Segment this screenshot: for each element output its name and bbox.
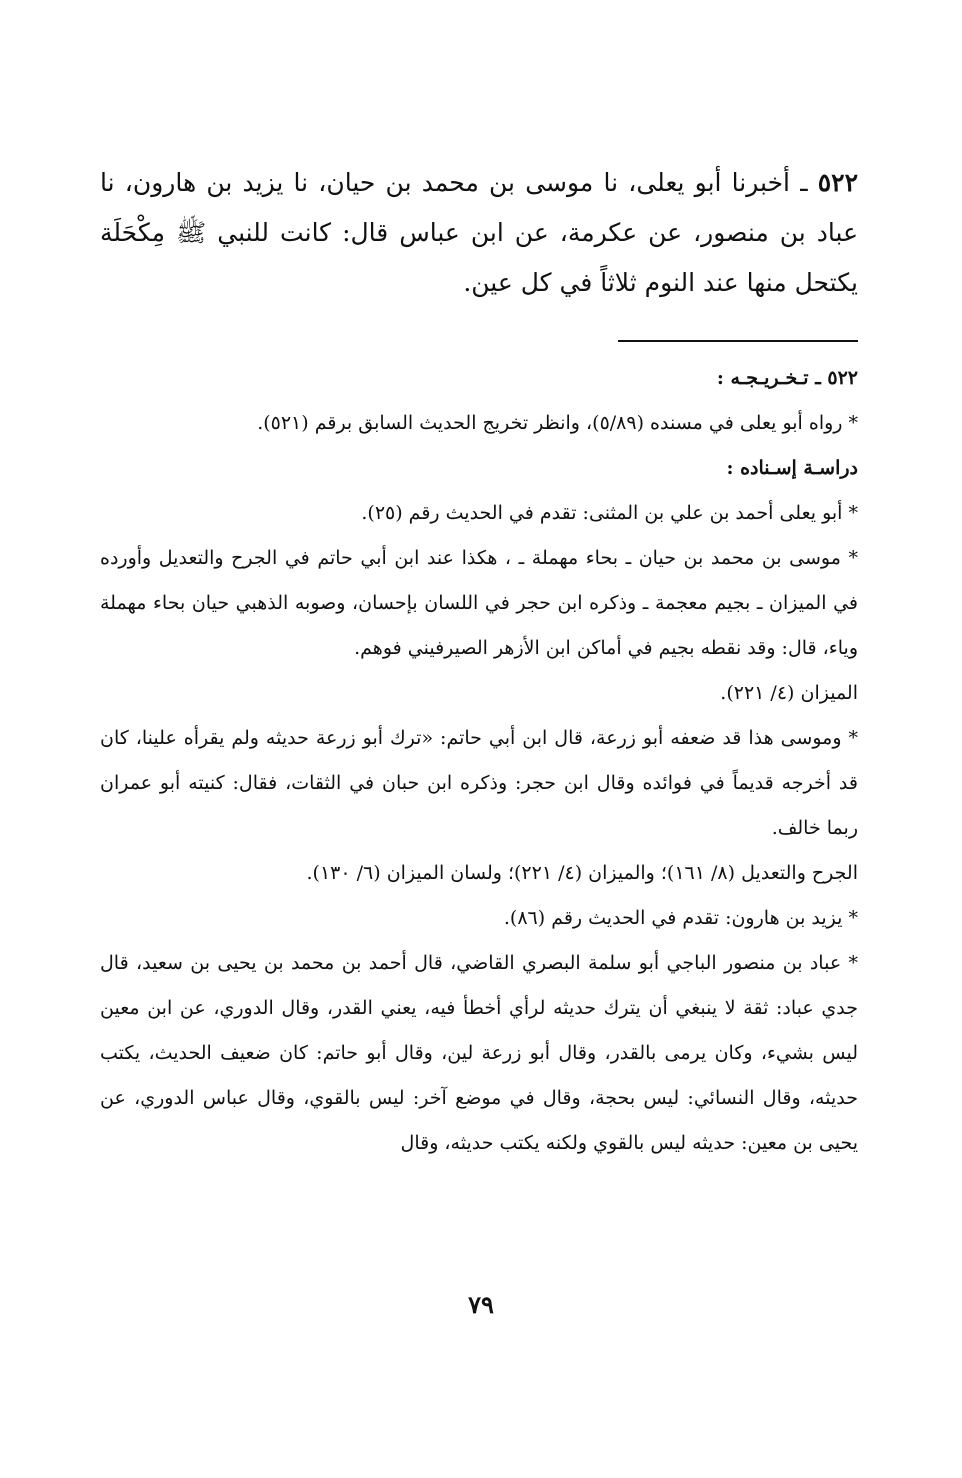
hadith-text-block (100, 158, 858, 308)
hadith-dash: ـ (800, 168, 808, 197)
references-list: الجرح والتعديل (٨/ ١٦١)؛ والميزان (٤/ ٢٢١)؛ ولسان الميزان (٦/ ١٣٠). (306, 862, 858, 884)
hadith-number: ٥٢٢ (817, 168, 859, 197)
reference-mizan: الميزان (٤/ ٢٢١). (720, 682, 858, 704)
narrator-musa-weakness: * وموسى هذا قد ضعفه أبو زرعة، قال ابن أبي حاتم: «ترك أبو زرعة حديثه ولم يقرأه علينا، كان قد أخرجه قديماً في فوائده وقال ابن حجر: وذكره ابن حبان في الثقات، فقال: كنيته أبو عمران ربما خالف. (100, 727, 858, 839)
page-number: ٧٩ (468, 1290, 494, 1319)
footnote-divider (618, 340, 858, 342)
takhrij-paragraph: * رواه أبو يعلى في مسنده (٥/٨٩)، وانظر تخريج الحديث السابق برقم (٥٢١). (257, 412, 858, 434)
takhrij-heading: ٥٢٢ ـ تـخـريـجـه : (716, 367, 858, 389)
narrator-abbad: * عباد بن منصور الباجي أبو سلمة البصري القاضي، قال أحمد بن محمد بن يحيى بن سعيد، قال جدي عباد: ثقة لا ينبغي أن يترك حديثه لرأي أخطأ فيه، يعني القدر، وقال الدوري، عن ابن معين ليس بشيء، وكان يرمى بالقدر، وقال أبو زرعة لين، وقال أبو حاتم: كان ضعيف الحديث، يكتب حديثه، وقال النسائي: ليس بحجة، وقال في موضع آخر: ليس بالقوي، وقال عباس الدوري، عن يحيى بن معين: حديثه ليس بالقوي ولكنه يكتب حديثه، وقال (100, 952, 858, 1154)
hadith-text: أخبرنا أبو يعلى، نا موسى بن محمد بن حيان، نا يزيد بن هارون، نا عباد بن منصور، عن عكرمة، عن ابن عباس قال: كانت للنبي ﷺ مِكْحَلَة يكتحل منها عند النوم ثلاثاً في كل عين. (100, 168, 858, 297)
dirasa-heading: دراسـة إسـناده : (726, 457, 858, 479)
page-body (100, 158, 858, 1166)
narrator-abu-yala: * أبو يعلى أحمد بن علي بن المثنى: تقدم في الحديث رقم (٢٥). (361, 502, 858, 524)
footnotes (100, 356, 858, 1166)
narrator-yazid: * يزيد بن هارون: تقدم في الحديث رقم (٨٦). (503, 907, 858, 929)
narrator-musa: * موسى بن محمد بن حيان ـ بحاء مهملة ـ ، هكذا عند ابن أبي حاتم في الجرح والتعديل وأورده في الميزان ـ بجيم معجمة ـ وذكره ابن حجر في اللسان بإحسان، وصوبه الذهبي حيان بحاء مهملة وياء، قال: وقد نقطه بجيم في أماكن ابن الأزهر الصيرفيني فوهم. (100, 547, 858, 659)
